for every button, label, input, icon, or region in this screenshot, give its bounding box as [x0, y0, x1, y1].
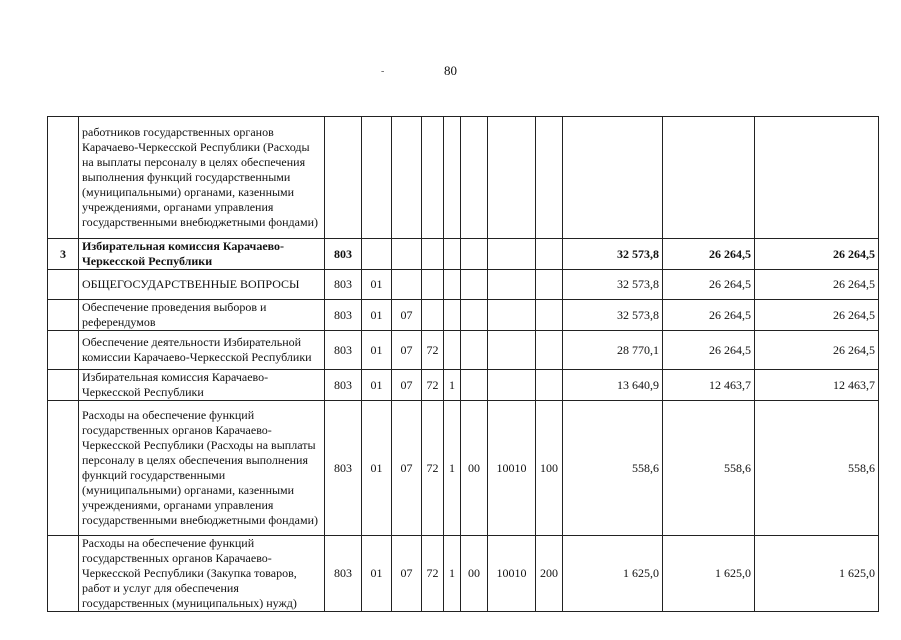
code-expense-type	[536, 370, 563, 401]
table-row	[48, 370, 879, 401]
code-section: 01	[362, 370, 392, 401]
amount-year-2: 26 264,5	[663, 270, 755, 300]
code-direction	[488, 300, 536, 331]
amount-year-3: 558,6	[755, 401, 879, 536]
page-number: 80	[444, 63, 457, 78]
code-expense-type	[536, 270, 563, 300]
code-section: 01	[362, 331, 392, 370]
code-section	[362, 239, 392, 270]
table-row	[48, 536, 879, 612]
code-subprogram	[444, 117, 461, 239]
code-expense-type	[536, 117, 563, 239]
code-program: 72	[422, 401, 444, 536]
code-expense-type	[536, 300, 563, 331]
item-name: ОБЩЕГОСУДАРСТВЕННЫЕ ВОПРОСЫ	[79, 270, 325, 300]
amount-year-1: 28 770,1	[563, 331, 663, 370]
table-body	[48, 117, 879, 612]
code-subsection: 07	[392, 300, 422, 331]
code-ministry: 803	[325, 270, 362, 300]
table-row	[48, 331, 879, 370]
code-ministry: 803	[325, 300, 362, 331]
amount-year-1	[563, 117, 663, 239]
amount-year-2: 558,6	[663, 401, 755, 536]
table-row	[48, 117, 879, 239]
code-subprogram: 1	[444, 536, 461, 612]
code-main-event: 00	[461, 536, 488, 612]
amount-year-3	[755, 117, 879, 239]
code-program	[422, 239, 444, 270]
code-section: 01	[362, 536, 392, 612]
row-index	[48, 370, 79, 401]
code-expense-type	[536, 239, 563, 270]
code-subprogram	[444, 300, 461, 331]
amount-year-1: 32 573,8	[563, 270, 663, 300]
row-index	[48, 401, 79, 536]
item-name: Расходы на обеспечение функций государственных органов Карачаево-Черкесской Республики (Расходы на выплаты персоналу в целях обеспечения выполнения функций государственными (муниципальными) органами, казенными учреждениями, органами управления государственными внебюджетными фондами)	[79, 401, 325, 536]
code-main-event	[461, 370, 488, 401]
code-direction: 10010	[488, 401, 536, 536]
item-name: Избирательная комиссия Карачаево-Черкесской Республики	[79, 370, 325, 401]
code-section	[362, 117, 392, 239]
code-subsection: 07	[392, 536, 422, 612]
amount-year-2: 26 264,5	[663, 239, 755, 270]
amount-year-1: 32 573,8	[563, 300, 663, 331]
amount-year-2: 12 463,7	[663, 370, 755, 401]
scan-mark: -	[381, 66, 385, 77]
code-program: 72	[422, 536, 444, 612]
amount-year-3: 26 264,5	[755, 331, 879, 370]
code-ministry: 803	[325, 536, 362, 612]
code-program: 72	[422, 331, 444, 370]
code-main-event	[461, 117, 488, 239]
amount-year-3: 1 625,0	[755, 536, 879, 612]
code-expense-type: 100	[536, 401, 563, 536]
item-name: Избирательная комиссия Карачаево-Черкесской Республики	[79, 239, 325, 270]
item-name: Расходы на обеспечение функций государственных органов Карачаево-Черкесской Республики (Закупка товаров, работ и услуг для обеспечения государственных (муниципальных) нужд)	[79, 536, 325, 612]
code-main-event	[461, 331, 488, 370]
table-row	[48, 401, 879, 536]
item-name: работников государственных органов Карачаево-Черкесской Республики (Расходы на выплаты персоналу в целях обеспечения выполнения функций государственными (муниципальными) органами, казенными учреждениями, органами управления государственными внебюджетными фондами)	[79, 117, 325, 239]
amount-year-3: 26 264,5	[755, 300, 879, 331]
item-name: Обеспечение деятельности Избирательной комиссии Карачаево-Черкесской Республики	[79, 331, 325, 370]
row-index	[48, 300, 79, 331]
code-direction	[488, 331, 536, 370]
code-section: 01	[362, 300, 392, 331]
amount-year-1: 558,6	[563, 401, 663, 536]
amount-year-1: 13 640,9	[563, 370, 663, 401]
code-main-event	[461, 270, 488, 300]
amount-year-1: 1 625,0	[563, 536, 663, 612]
amount-year-3: 26 264,5	[755, 239, 879, 270]
row-index: 3	[48, 239, 79, 270]
row-index	[48, 270, 79, 300]
table-row	[48, 270, 879, 300]
code-ministry: 803	[325, 370, 362, 401]
budget-table	[47, 116, 879, 612]
code-subprogram	[444, 239, 461, 270]
code-program	[422, 300, 444, 331]
code-subsection: 07	[392, 401, 422, 536]
code-subprogram	[444, 270, 461, 300]
code-subsection	[392, 117, 422, 239]
amount-year-2: 1 625,0	[663, 536, 755, 612]
code-subsection	[392, 239, 422, 270]
code-ministry: 803	[325, 331, 362, 370]
code-main-event: 00	[461, 401, 488, 536]
amount-year-2	[663, 117, 755, 239]
table-row	[48, 239, 879, 270]
code-direction	[488, 117, 536, 239]
code-expense-type: 200	[536, 536, 563, 612]
code-direction	[488, 239, 536, 270]
code-direction: 10010	[488, 536, 536, 612]
item-name: Обеспечение проведения выборов и референдумов	[79, 300, 325, 331]
code-subprogram: 1	[444, 370, 461, 401]
amount-year-3: 26 264,5	[755, 270, 879, 300]
code-subsection: 07	[392, 331, 422, 370]
code-main-event	[461, 300, 488, 331]
row-index	[48, 117, 79, 239]
code-ministry	[325, 117, 362, 239]
table-row	[48, 300, 879, 331]
code-program: 72	[422, 370, 444, 401]
code-main-event	[461, 239, 488, 270]
amount-year-2: 26 264,5	[663, 300, 755, 331]
code-subprogram: 1	[444, 401, 461, 536]
code-ministry: 803	[325, 401, 362, 536]
code-expense-type	[536, 331, 563, 370]
row-index	[48, 536, 79, 612]
code-section: 01	[362, 401, 392, 536]
code-subsection	[392, 270, 422, 300]
code-direction	[488, 270, 536, 300]
code-program	[422, 117, 444, 239]
amount-year-1: 32 573,8	[563, 239, 663, 270]
code-program	[422, 270, 444, 300]
code-section: 01	[362, 270, 392, 300]
code-subsection: 07	[392, 370, 422, 401]
amount-year-2: 26 264,5	[663, 331, 755, 370]
code-direction	[488, 370, 536, 401]
code-ministry: 803	[325, 239, 362, 270]
amount-year-3: 12 463,7	[755, 370, 879, 401]
code-subprogram	[444, 331, 461, 370]
row-index	[48, 331, 79, 370]
